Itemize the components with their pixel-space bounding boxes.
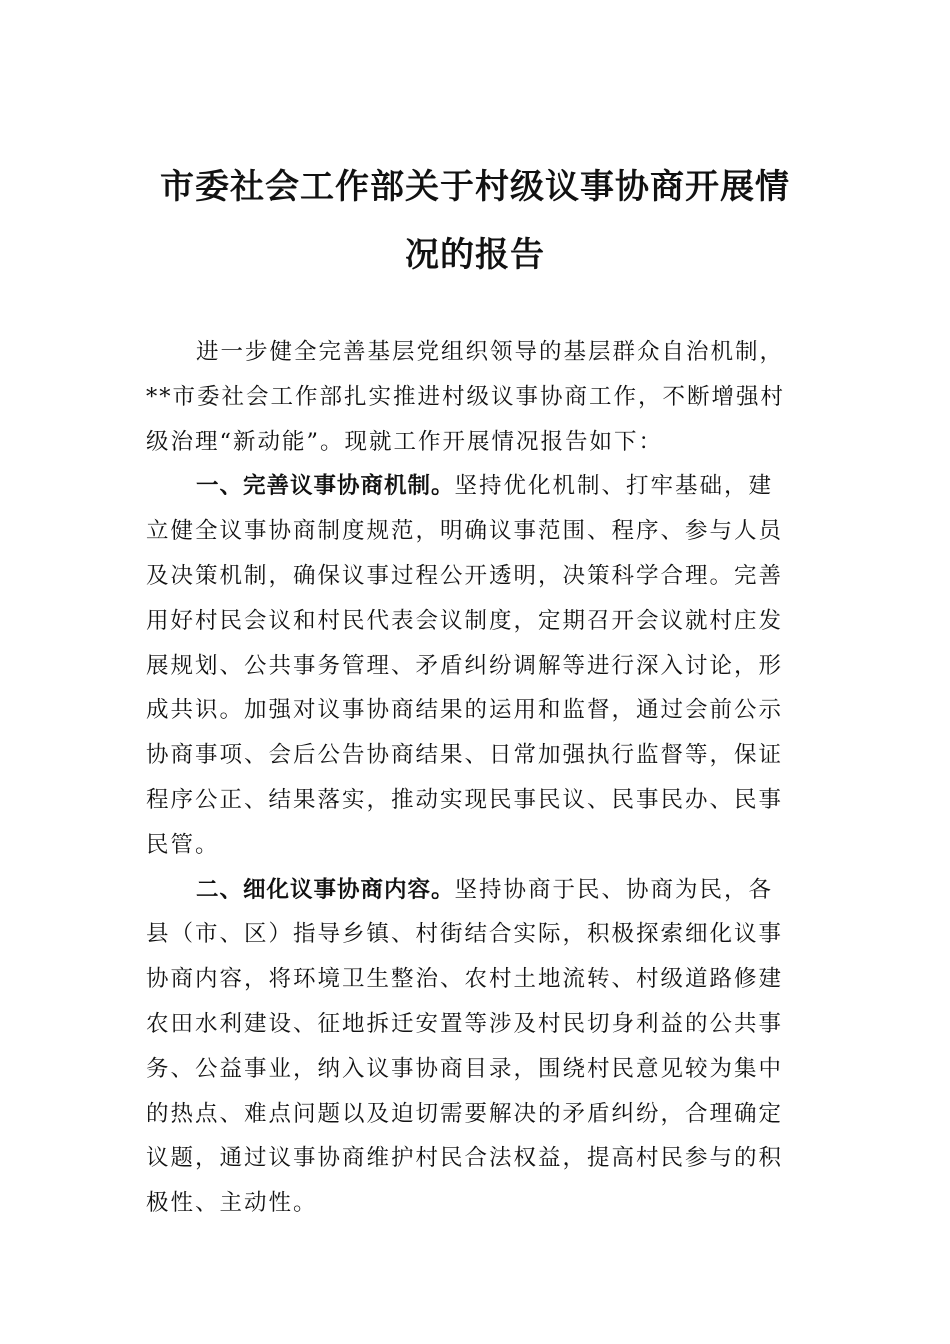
section-2-first-line [146, 868, 810, 913]
text-line: 县（市、区）指导乡镇、村街结合实际，积极探索细化议事 [146, 921, 784, 948]
text-line: 极性、主动性。 [146, 1190, 318, 1217]
text-line: 议题，通过议事协商维护村民合法权益，提高村民参与的积 [146, 1145, 784, 1172]
title-line-1: 市委社会工作部关于村级议事协商开展情 [160, 167, 790, 207]
text-line: 协商内容，将环境卫生整治、农村土地流转、村级道路修建 [146, 966, 784, 993]
section-1-heading: 一、完善议事协商机制。 [196, 473, 455, 500]
text-line: **市委社会工作部扎实推进村级议事协商工作，不断增强村 [146, 383, 786, 410]
section-2-first-line-text: 坚持协商于民、协商为民，各 [454, 876, 774, 903]
text-line: 的热点、难点问题以及迫切需要解决的矛盾纠纷，合理确定 [146, 1100, 784, 1127]
text-line: 协商事项、会后公告协商结果、日常加强执行监督等，保证 [146, 742, 784, 769]
text-line: 程序公正、结果落实，推动实现民事民议、民事民办、民事 [146, 786, 784, 813]
intro-paragraph [146, 330, 810, 464]
text-line: 务、公益事业，纳入议事协商目录，围绕村民意见较为集中 [146, 1055, 784, 1082]
text-line: 农田水利建设、征地拆迁安置等涉及村民切身利益的公共事 [146, 1010, 784, 1037]
text-line: 级治理“新动能”。现就工作开展情况报告如下： [146, 428, 664, 455]
text-line: 立健全议事协商制度规范，明确议事范围、程序、参与人员 [146, 518, 784, 545]
section-2-heading: 二、细化议事协商内容。 [196, 876, 455, 903]
text-line: 用好村民会议和村民代表会议制度，定期召开会议就村庄发 [146, 607, 784, 634]
text-line: 展规划、公共事务管理、矛盾纠纷调解等进行深入讨论，形 [146, 652, 784, 679]
text-line: 民管。 [146, 831, 220, 858]
document-body [146, 330, 810, 1226]
section-1-first-line-text: 坚持优化机制、打牢基础，建 [454, 473, 774, 500]
section-1-first-line [146, 464, 810, 509]
text-line: 及决策机制，确保议事过程公开透明，决策科学合理。完善 [146, 562, 784, 589]
section-2-paragraph [146, 868, 810, 1226]
document-title [140, 153, 810, 289]
title-line-2: 况的报告 [405, 235, 545, 275]
text-line: 成共识。加强对议事协商结果的运用和监督，通过会前公示 [146, 697, 784, 724]
text-line: 进一步健全完善基层党组织领导的基层群众自治机制， [196, 339, 785, 365]
section-1-paragraph [146, 464, 810, 867]
